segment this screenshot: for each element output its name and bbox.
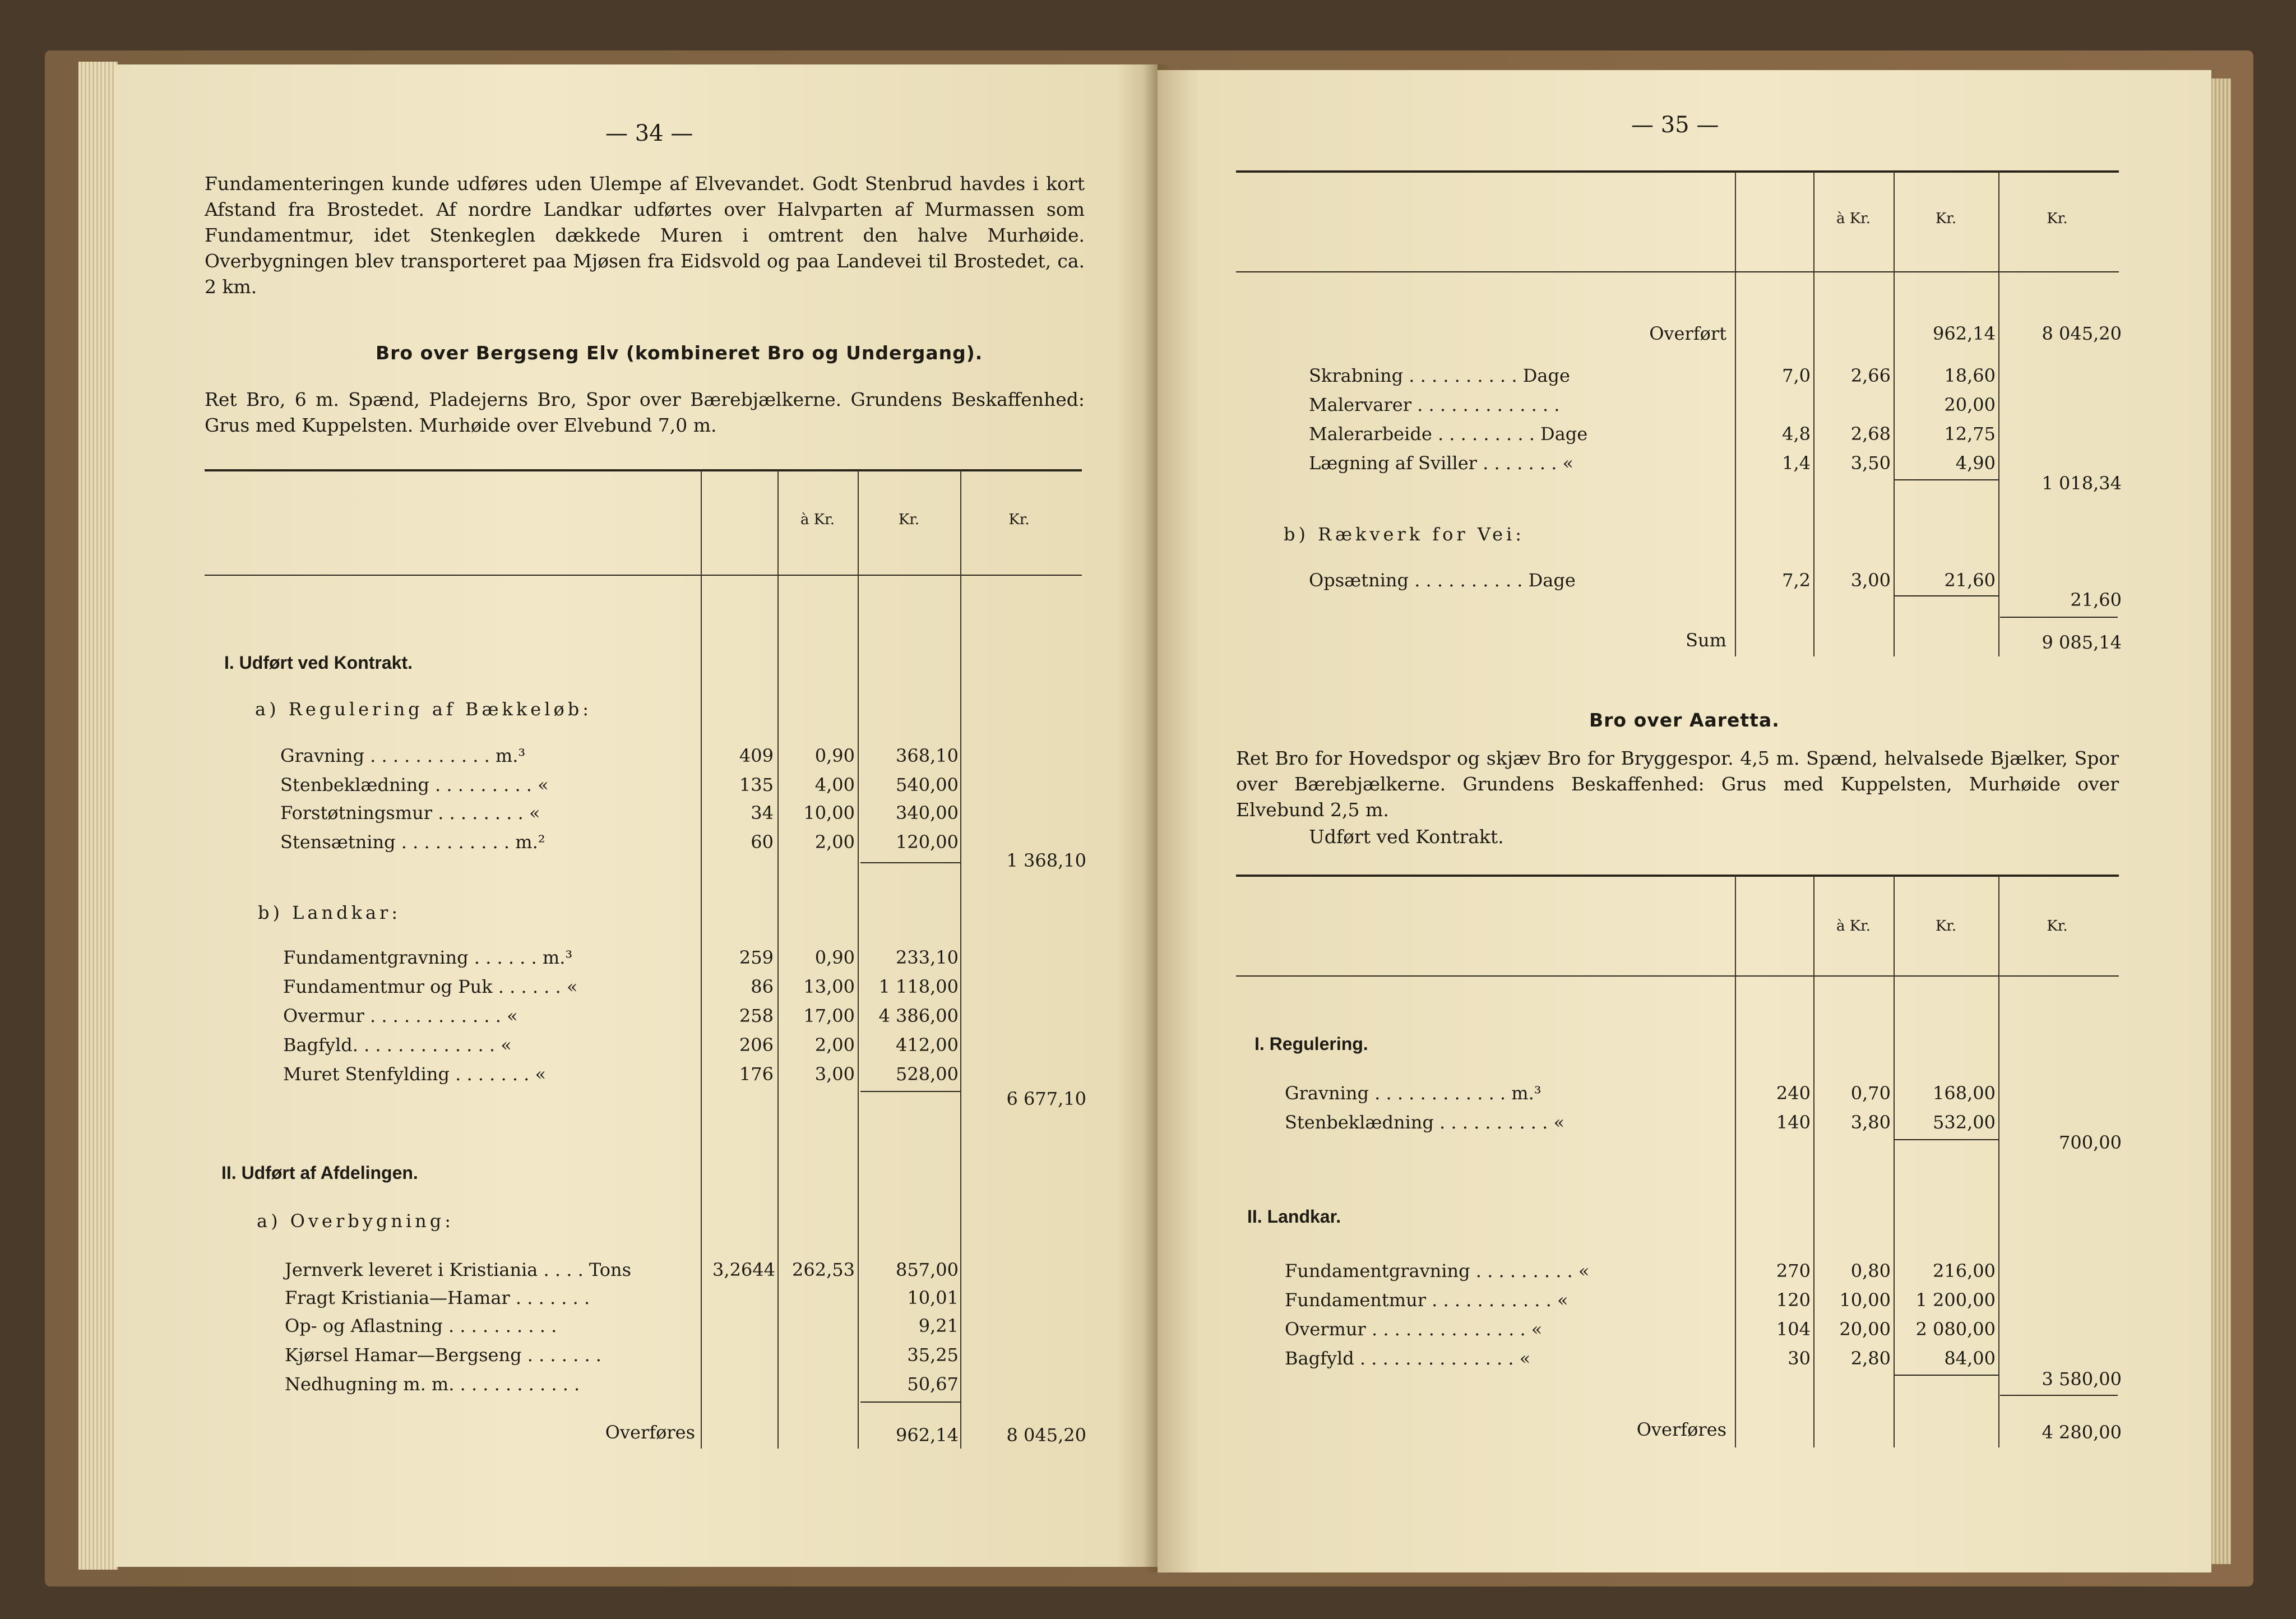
row-qty: 7,0 [1782,365,1811,386]
table-header-rule [1236,271,2119,272]
row-amount: 340,00 [896,802,959,824]
row-label: Malervarer . . . . . . . . . . . . . [1309,394,1560,415]
row-price: 3,80 [1850,1112,1891,1133]
row-label: Bagfyld. . . . . . . . . . . . . « [283,1034,512,1056]
row-label: Kjørsel Hamar—Bergseng . . . . . . . [285,1344,601,1366]
row-price: 10,00 [1839,1289,1891,1311]
row-amount: 35,25 [907,1344,959,1366]
row-label: Overmur . . . . . . . . . . . . « [283,1005,518,1026]
section-heading-aaretta: Bro over Aaretta. [1589,709,1780,731]
subtotal-landkar: 3 580,00 [2042,1368,2122,1390]
row-price: 20,00 [1839,1319,1891,1340]
row-price: 0,80 [1850,1260,1891,1282]
row-amount: 412,00 [896,1034,959,1056]
subtotal-rule [1895,1139,1998,1140]
row-amount: 540,00 [896,774,959,795]
row-price: 2,80 [1850,1348,1891,1369]
table-top-rule [205,469,1082,471]
row-price: 4,00 [814,774,855,795]
row-price: 0,70 [1850,1083,1891,1104]
row-label: Overmur . . . . . . . . . . . . . . « [1285,1319,1543,1340]
row-label: Stenbeklædning . . . . . . . . . . « [1285,1112,1565,1133]
col-header-total: Kr. [2047,918,2068,935]
col-divider-2 [1813,172,1814,656]
row-qty: 259 [739,947,774,968]
row-price: 2,00 [814,831,855,853]
subsection-overbygning-title: a) Overbygning: [257,1210,455,1232]
row-label: Malerarbeide . . . . . . . . . Dage [1309,423,1588,445]
row-price: 2,66 [1850,365,1891,386]
col-header-amount: Kr. [1935,918,1957,935]
bergseng-description: Ret Bro, 6 m. Spænd, Pladejerns Bro, Spor over Bærebjælkerne. Grundens Beskaffenhed: Grus med Kuppelsten. Murhøide over Elvebund 7,0 m. [205,388,1085,436]
row-label: Opsætning . . . . . . . . . . Dage [1309,570,1576,591]
row-qty: 240 [1776,1083,1811,1104]
transfer-total: 8 045,20 [2042,323,2122,344]
section-1-title: I. Udført ved Kontrakt. [224,653,413,673]
carry-forward-total: 8 045,20 [1006,1424,1086,1446]
aaretta-contract-note: Udført ved Kontrakt. [1309,826,1504,848]
row-label: Stensætning . . . . . . . . . . m.² [280,831,545,853]
section-heading-bergseng: Bro over Bergseng Elv (kombineret Bro og Undergang). [376,342,983,364]
row-label: Nedhugning m. m. . . . . . . . . . . . [285,1373,580,1395]
row-qty: 30 [1788,1348,1811,1369]
sum-label: Sum [1686,630,1726,651]
col-divider-4 [1998,876,1999,1447]
row-amount: 4 386,00 [878,1005,959,1026]
page-edges-right [2209,78,2231,1564]
row-amount: 168,00 [1933,1083,1996,1104]
col-divider-1 [1735,876,1736,1447]
row-price: 3,00 [814,1063,855,1085]
col-header-unit-price: à Kr. [1836,918,1871,935]
row-amount: 50,67 [907,1373,959,1395]
row-price: 3,00 [1850,570,1891,591]
col-divider-3 [1894,172,1895,656]
row-price: 3,50 [1850,452,1891,474]
row-price: 17,00 [803,1005,855,1026]
row-amount: 12,75 [1944,423,1996,445]
row-label: Fragt Kristiania—Hamar . . . . . . . [285,1287,590,1308]
row-label: Fundamentmur . . . . . . . . . . . « [1285,1289,1568,1311]
table2-header-rule [1236,975,2119,977]
col-divider-1 [1735,172,1736,656]
page-number-right: — 35 — [1631,112,1719,138]
row-qty: 120 [1776,1289,1811,1311]
section-landkar-title: II. Landkar. [1247,1206,1341,1227]
row-label: Fundamentmur og Puk . . . . . . « [283,976,578,997]
row-amount: 84,00 [1944,1348,1996,1369]
row-amount: 18,60 [1944,365,1996,386]
row-amount: 10,01 [907,1287,959,1308]
table-top-rule [1236,170,2119,173]
row-qty: 3,2644 [712,1259,775,1280]
sum-total: 9 085,14 [2042,632,2122,653]
subtotal-rule [860,1401,960,1403]
page-edges-left [78,62,118,1570]
col-divider-4 [960,470,961,1449]
col-header-total: Kr. [2047,210,2068,227]
row-label: Gravning . . . . . . . . . . . m.³ [280,745,526,766]
row-amount: 21,60 [1944,570,1996,591]
col-header-amount: Kr. [898,511,920,528]
row-qty: 258 [739,1005,774,1026]
page-number-left: — 34 — [605,121,693,146]
row-qty: 135 [739,774,774,795]
row-qty: 206 [739,1034,774,1056]
row-qty: 7,2 [1782,570,1811,591]
subtotal-a: 1 368,10 [1006,850,1086,871]
col-divider-2 [1813,876,1814,1447]
section-regulering-title: I. Regulering. [1255,1034,1368,1054]
subtotal-rule [1895,479,1998,480]
transfer-label: Overført [1649,323,1726,344]
intro-paragraph: Fundamenteringen kunde udføres uden Ulempe af Elvevandet. Godt Stenbrud havdes i kort Afstand fra Brostedet. Af nordre Landkar udførtes over Halvparten af Murmassen som Fundamentmur, idet Stenkeglen dækkede Muren i omtrent den halve Murhøide. Overbygningen blev transporteret paa Mjøsen fra Eidsvold og paa Landevei til Brostedet, ca. 2 km. [205,173,1085,298]
row-price: 0,90 [814,947,855,968]
row-label: Forstøtningsmur . . . . . . . . « [280,802,540,824]
row-amount: 532,00 [1933,1112,1996,1133]
subtotal-b: 21,60 [2070,589,2122,610]
row-qty: 34 [751,802,774,824]
table2-top-rule [1236,875,2119,877]
carry-forward-amount: 962,14 [896,1424,959,1446]
row-price: 2,00 [814,1034,855,1056]
sum-rule [2000,617,2118,618]
transfer-amount: 962,14 [1933,323,1996,344]
col-header-unit-price: à Kr. [1836,210,1871,227]
row-qty: 140 [1776,1112,1811,1133]
carry-forward-label: Overføres [605,1422,695,1443]
section-2-title: II. Udført af Afdelingen. [221,1163,418,1183]
subtotal-regulering: 700,00 [2059,1132,2122,1153]
row-label: Lægning af Sviller . . . . . . . « [1309,452,1574,474]
col-header-total: Kr. [1008,511,1030,528]
col-divider-4 [1998,172,1999,656]
row-qty: 270 [1776,1260,1811,1282]
subsection-b-title: b) Landkar: [258,902,401,923]
table-header-rule [205,575,1082,576]
carry-forward-label: Overføres [1636,1419,1726,1440]
aaretta-description: Ret Bro for Hovedspor og skjæv Bro for Bryggespor. 4,5 m. Spænd, helvalsede Bjælker, Spor over Bærebjælkerne. Grundens Beskaffenhed: Grus med Kuppelsten, Murhøide over Elvebund 2,5 m. [1236,747,2119,821]
row-qty: 176 [739,1063,774,1085]
row-amount: 2 080,00 [1915,1319,1996,1340]
row-amount: 9,21 [918,1315,959,1336]
carry-forward-total: 4 280,00 [2042,1422,2122,1443]
row-qty: 409 [739,745,774,766]
row-label: Muret Stenfylding . . . . . . . « [283,1063,547,1085]
row-amount: 528,00 [896,1063,959,1085]
subtotal-rule [860,862,960,863]
col-header-amount: Kr. [1935,210,1957,227]
row-label: Jernverk leveret i Kristiania . . . . Tons [285,1259,632,1280]
col-divider-2 [777,470,779,1449]
row-label: Op- og Aflastning . . . . . . . . . . [285,1315,557,1336]
col-divider-1 [701,470,702,1449]
row-qty: 1,4 [1782,452,1811,474]
row-price: 13,00 [803,976,855,997]
row-amount: 857,00 [896,1259,959,1280]
row-amount: 20,00 [1944,394,1996,415]
row-amount: 216,00 [1933,1260,1996,1282]
row-qty: 4,8 [1782,423,1811,445]
row-amount: 120,00 [896,831,959,853]
subtotal-rule [860,1091,960,1092]
row-price: 2,68 [1850,423,1891,445]
row-qty: 60 [751,831,774,853]
subtotal-rule [1895,1375,1998,1376]
row-amount: 4,90 [1955,452,1996,474]
col-divider-3 [858,470,859,1449]
carry-rule [2000,1395,2118,1396]
row-label: Skrabning . . . . . . . . . . Dage [1309,365,1570,386]
subsection-a-title: a) Regulering af Bækkeløb: [255,699,592,720]
subtotal-1: 1 018,34 [2042,473,2122,494]
row-label: Fundamentgravning . . . . . . . . . « [1285,1260,1590,1282]
row-amount: 233,10 [896,947,959,968]
row-amount: 368,10 [896,745,959,766]
col-divider-3 [1894,876,1895,1447]
row-price: 10,00 [803,802,855,824]
row-label: Bagfyld . . . . . . . . . . . . . . « [1285,1348,1531,1369]
subtotal-b: 6 677,10 [1006,1088,1086,1109]
subsection-raekverk-title: b) Rækverk for Vei: [1284,524,1525,545]
col-header-unit-price: à Kr. [800,511,835,528]
row-label: Stenbeklædning . . . . . . . . . « [280,774,549,795]
row-qty: 104 [1776,1319,1811,1340]
row-qty: 86 [751,976,774,997]
row-amount: 1 200,00 [1915,1289,1996,1311]
row-price: 262,53 [792,1259,855,1280]
row-label: Fundamentgravning . . . . . . m.³ [283,947,573,968]
row-label: Gravning . . . . . . . . . . . . m.³ [1285,1083,1542,1104]
subtotal-rule [1895,595,1998,596]
row-price: 0,90 [814,745,855,766]
row-amount: 1 118,00 [878,976,959,997]
